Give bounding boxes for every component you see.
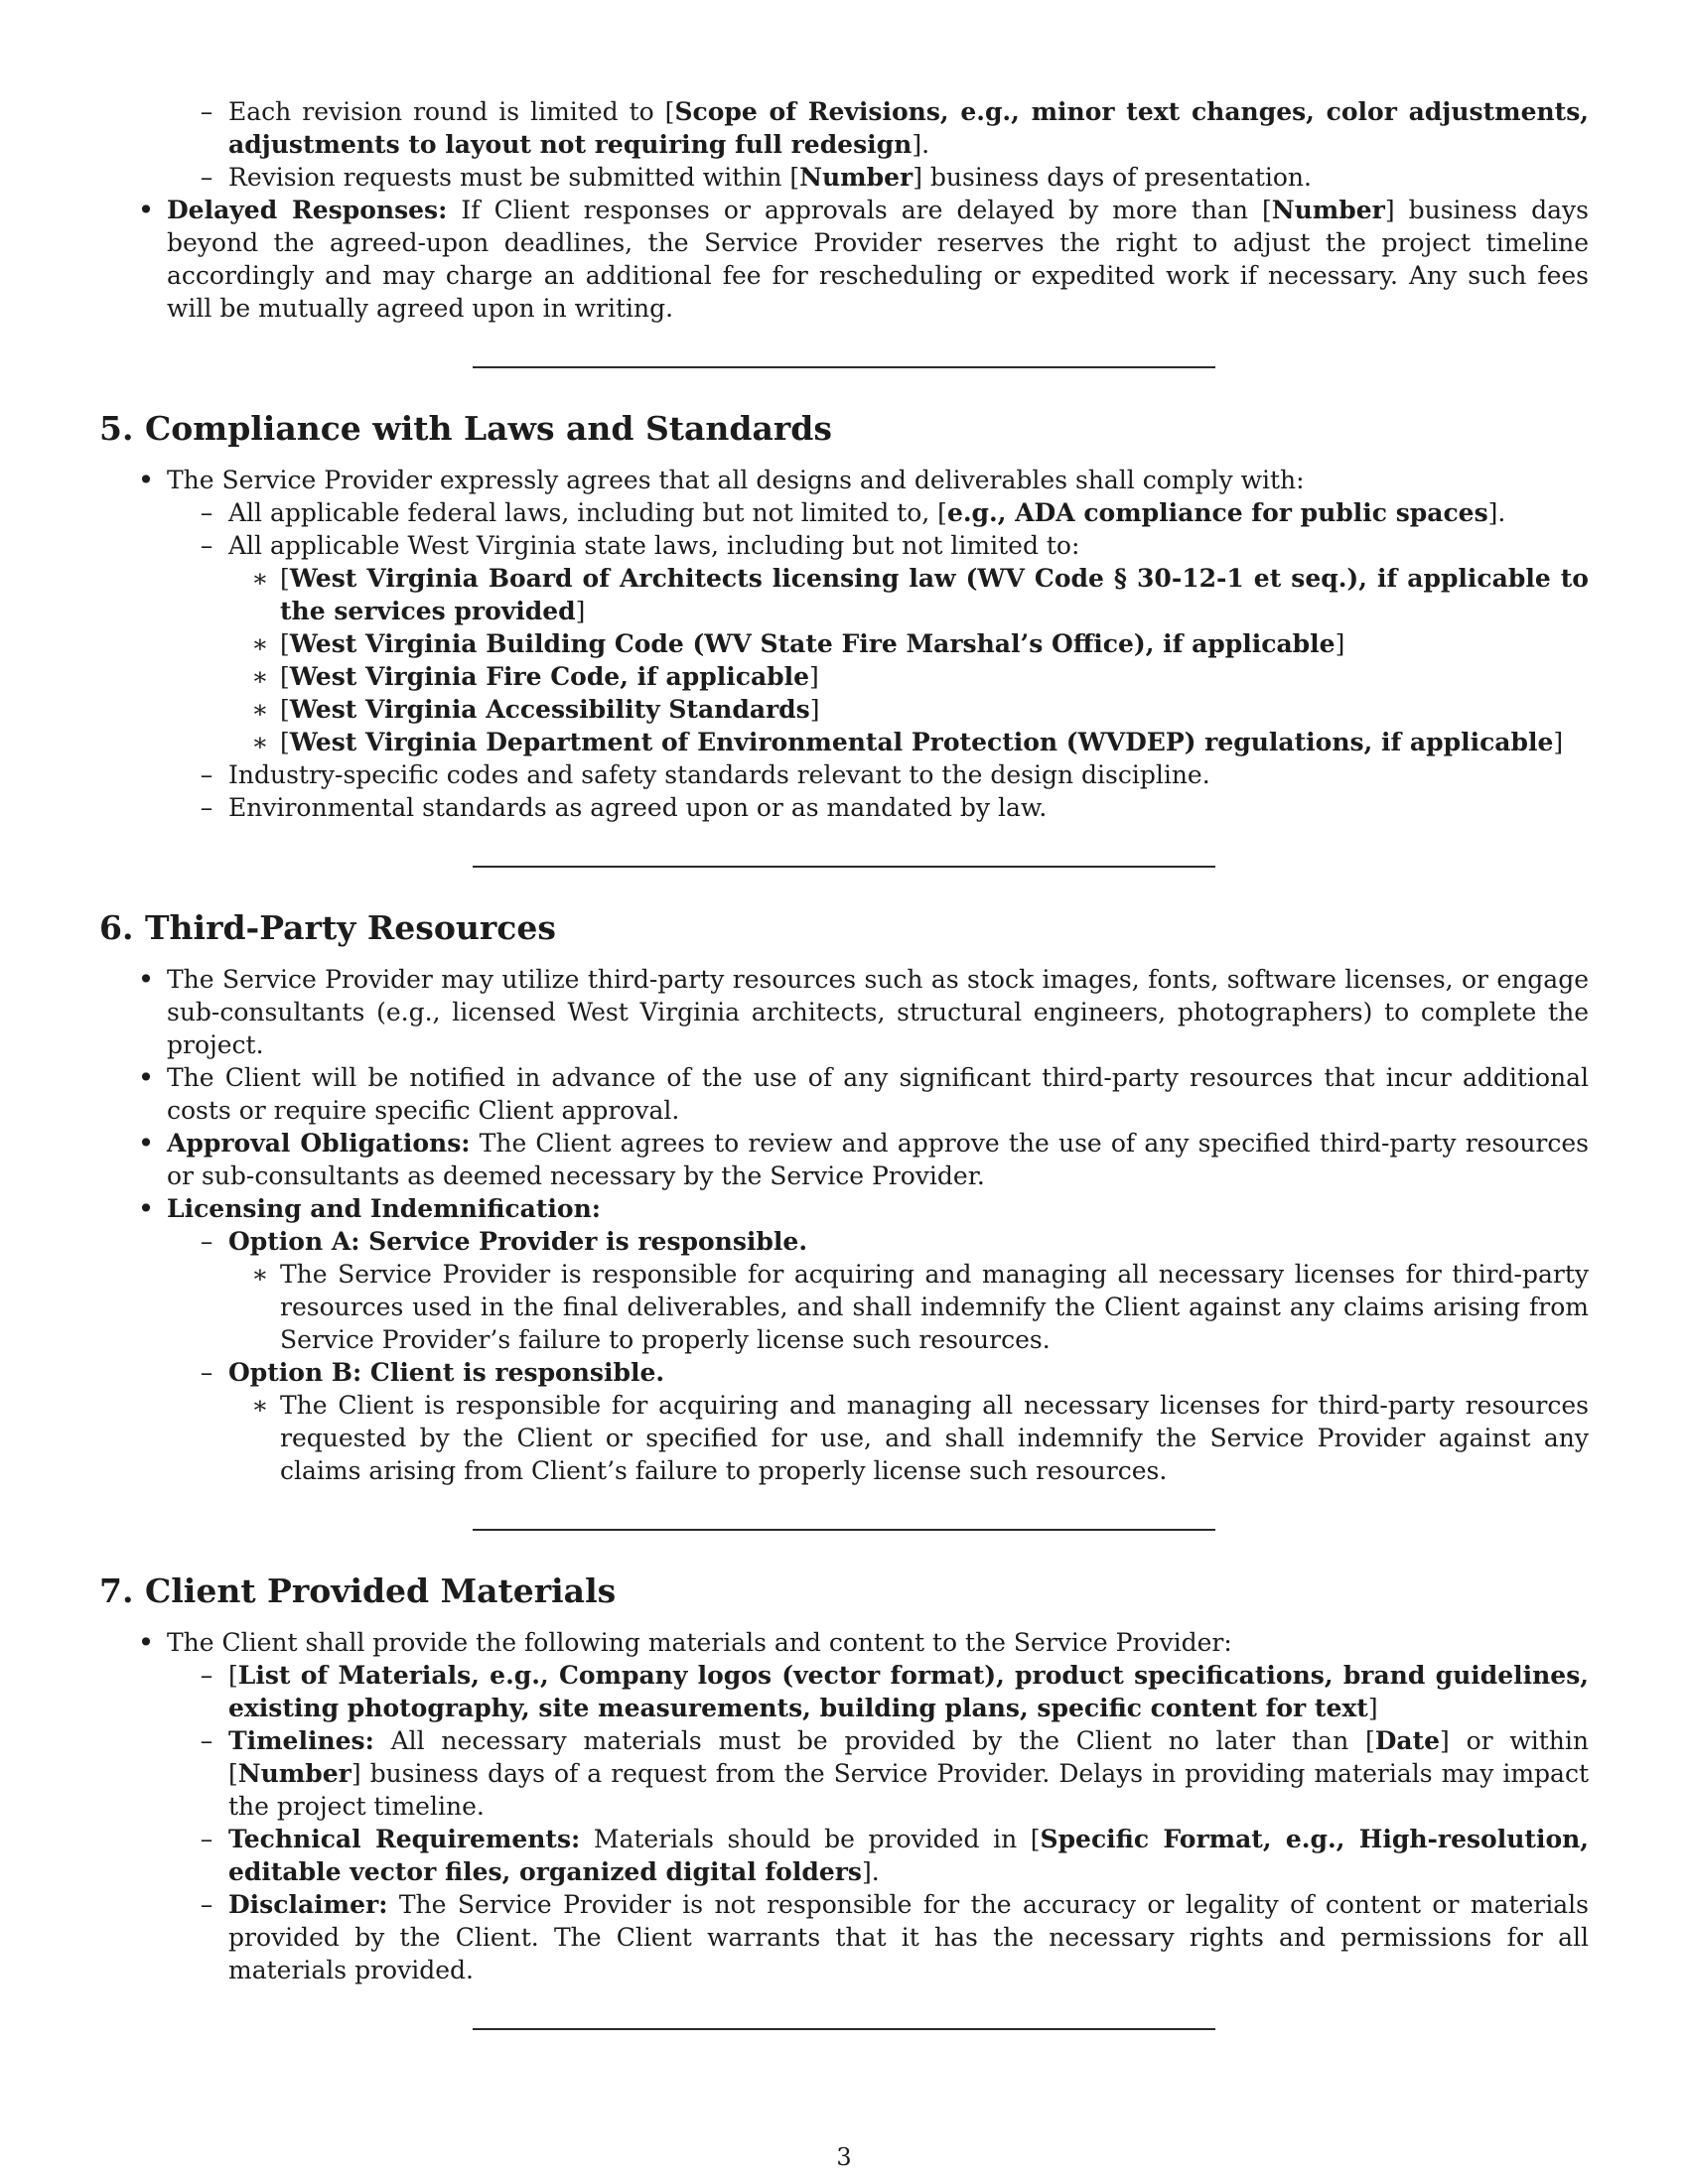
star-marker: ∗ (251, 629, 269, 658)
wv-law-item: ∗ [West Virginia Building Code (WV State Fire Marshal’s Office), if applicable] (99, 627, 1589, 660)
dash-marker: – (200, 1661, 213, 1690)
dash-marker: – (200, 498, 213, 527)
section-6-list (99, 963, 1589, 1225)
dash-marker: – (200, 760, 213, 789)
dash-marker: – (200, 1227, 213, 1256)
industry-codes-item: – Industry-specific codes and safety standards relevant to the design discipline. (99, 758, 1589, 791)
federal-laws-item: – All applicable federal laws, including but not limited to, [e.g., ADA compliance for public spaces]. (99, 496, 1589, 529)
dash-marker: – (200, 1825, 213, 1853)
dash-marker: – (200, 1726, 213, 1755)
section-7-heading: 7. Client Provided Materials (99, 1571, 617, 1610)
star-marker: ∗ (251, 1260, 269, 1289)
third-party-usage-item: • The Service Provider may utilize third-party resources such as stock images, fonts, software licenses, or engage sub-consultants (e.g., licensed West Virginia architects, structural engineers, photographers) to complete the project. (99, 963, 1589, 1061)
dash-marker: – (200, 1358, 213, 1387)
section-7-sublist (99, 1659, 1589, 1986)
bullet-marker: • (137, 1127, 155, 1160)
materials-list-item: – [List of Materials, e.g., Company logos (vector format), product specifications, brand guidelines, existing photography, site measurements, building plans, specific content for text] (99, 1659, 1589, 1724)
state-laws-item: – All applicable West Virginia state laws, including but not limited to: (99, 529, 1589, 562)
option-b-item: – Option B: Client is responsible. (99, 1356, 1589, 1389)
option-a-detail-list (99, 1258, 1589, 1356)
materials-lead-item: • The Client shall provide the following materials and content to the Service Provider: (99, 1626, 1589, 1659)
page-content (99, 95, 1589, 2070)
revision-scope-item: – Each revision round is limited to [Scope of Revisions, e.g., minor text changes, color adjustments, adjustments to layout not requiring full redesign]. (99, 95, 1589, 161)
star-marker: ∗ (251, 1391, 269, 1420)
revision-deadline-item: – Revision requests must be submitted within [Number] business days of presentation. (99, 161, 1589, 194)
bullet-marker: • (137, 1192, 155, 1225)
section-7-list (99, 1626, 1589, 1659)
wv-law-item: ∗ [West Virginia Department of Environmental Protection (WVDEP) regulations, if applicable] (99, 726, 1589, 758)
bullet-marker: • (137, 464, 155, 496)
dash-marker: – (200, 1890, 213, 1919)
star-marker: ∗ (251, 662, 269, 691)
section-divider (473, 866, 1215, 868)
delayed-list (99, 194, 1589, 325)
wv-law-item: ∗ [West Virginia Fire Code, if applicable] (99, 660, 1589, 693)
section-5-sublist (99, 496, 1589, 562)
option-a-item: – Option A: Service Provider is responsible. (99, 1225, 1589, 1258)
dash-marker: – (200, 531, 213, 560)
dash-marker: – (200, 97, 213, 126)
technical-requirements-item: – Technical Requirements: Materials should be provided in [Specific Format, e.g., High-resolution, editable vector files, organized digital folders]. (99, 1823, 1589, 1888)
bullet-marker: • (137, 1061, 155, 1094)
option-b-detail: ∗ The Client is responsible for acquiring and managing all necessary licenses for third-party resources requested by the Client or specified for use, and shall indemnify the Service Provider against any claims arising from Client’s failure to properly license such resources. (99, 1389, 1589, 1487)
approval-obligations-item: • Approval Obligations: The Client agrees to review and approve the use of any specified third-party resources or sub-consultants as deemed necessary by the Service Provider. (99, 1127, 1589, 1192)
dash-marker: – (200, 163, 213, 192)
timelines-item: – Timelines: All necessary materials must be provided by the Client no later than [Date] or within [Number] business days of a request from the Service Provider. Delays in providing materials may impact the project timeline. (99, 1724, 1589, 1823)
section-5-heading: 5. Compliance with Laws and Standards (99, 409, 832, 448)
bullet-marker: • (137, 194, 155, 226)
revision-sublist (99, 95, 1589, 194)
page-number: 3 (836, 2143, 852, 2171)
wv-law-item: ∗ [West Virginia Board of Architects licensing law (WV Code § 30-12-1 et seq.), if applicable to the services provided] (99, 562, 1589, 627)
section-6-heading: 6. Third-Party Resources (99, 908, 556, 947)
option-b-detail-list (99, 1389, 1589, 1487)
delayed-responses-item: • Delayed Responses: If Client responses or approvals are delayed by more than [Number] business days beyond the agreed-upon deadlines, the Service Provider reserves the right to adjust the project timeline accordingly and may charge an additional fee for rescheduling or expedited work if necessary. Any such fees will be mutually agreed upon in writing. (99, 194, 1589, 325)
licensing-item: • Licensing and Indemnification: (99, 1192, 1589, 1225)
section-5-sublist-end (99, 758, 1589, 824)
section-5-list (99, 464, 1589, 496)
client-notification-item: • The Client will be notified in advance of the use of any significant third-party resources that incur additional costs or require specific Client approval. (99, 1061, 1589, 1127)
option-a-list (99, 1225, 1589, 1258)
section-divider (473, 2028, 1215, 2030)
compliance-lead-item: • The Service Provider expressly agrees that all designs and deliverables shall comply with: (99, 464, 1589, 496)
environmental-standards-item: – Environmental standards as agreed upon or as mandated by law. (99, 791, 1589, 824)
star-marker: ∗ (251, 564, 269, 593)
bullet-marker: • (137, 963, 155, 996)
star-marker: ∗ (251, 728, 269, 756)
bullet-marker: • (137, 1626, 155, 1659)
dash-marker: – (200, 793, 213, 822)
star-marker: ∗ (251, 695, 269, 724)
section-divider (473, 366, 1215, 368)
wv-laws-list (99, 562, 1589, 758)
disclaimer-item: – Disclaimer: The Service Provider is not responsible for the accuracy or legality of content or materials provided by the Client. The Client warrants that it has the necessary rights and permissions for all materials provided. (99, 1888, 1589, 1986)
wv-law-item: ∗ [West Virginia Accessibility Standards] (99, 693, 1589, 726)
section-divider (473, 1529, 1215, 1531)
option-b-list (99, 1356, 1589, 1389)
option-a-detail: ∗ The Service Provider is responsible for acquiring and managing all necessary licenses for third-party resources used in the final deliverables, and shall indemnify the Client against any claims arising from Service Provider’s failure to properly license such resources. (99, 1258, 1589, 1356)
